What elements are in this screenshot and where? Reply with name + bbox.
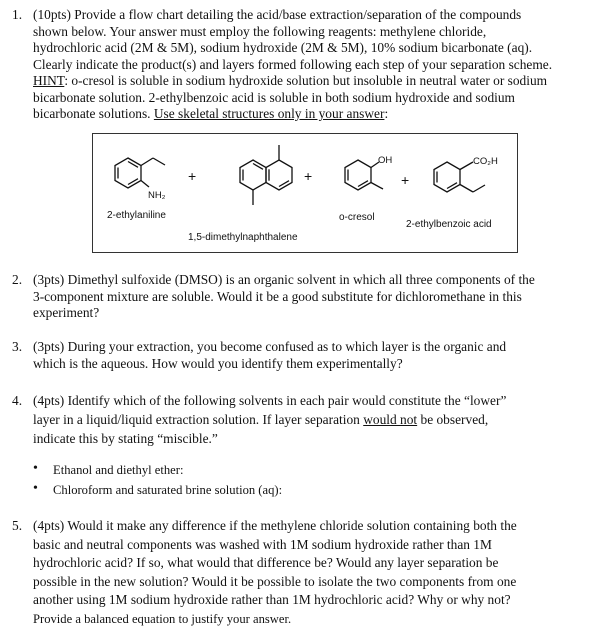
plus-sign-3: + [401,172,410,188]
solvent-pair-1: • Ethanol and diethyl ether: [33,460,282,480]
q5-line-3: hydrochloric acid? If so, what would that difference be? Would any layer separation be [33,555,499,570]
q1-hint-line-1: HINT: o-cresol is soluble in sodium hydroxide solution but insoluble in neutral water or sodium [33,73,548,88]
plus-sign-1: + [188,168,197,184]
q1-line-2: shown below. Your answer must employ the following reagents: methylene chloride, [33,23,487,39]
compound-name-ethylbenzoic-acid: 2-ethylbenzoic acid [406,219,492,230]
question-1-number: 1. [12,7,23,22]
q1-line-3: hydrochloric acid (2M & 5M), sodium hydroxide (2M & 5M), 10% sodium bicarbonate (aq). [33,40,533,55]
q1-line-1: (10pts) Provide a flow chart detailing the acid/base extraction/separation of the compounds [33,7,522,22]
q5-line-4: possible in the new solution? Would it be possible to isolate the two components from one [33,573,517,589]
amine-group-label: NH₂ [148,190,166,201]
q5-line-2: basic and neutral components was washed with 1M sodium hydroxide rather than 1M [33,536,492,552]
structures-drawing [93,134,517,252]
q4-line-3: indicate this by stating “miscible.” [33,431,218,446]
q2-line-2: 3-component mixture are soluble. Would it be a good substitute for dichloromethane in this [33,288,522,304]
q2-line-3: experiment? [33,305,100,320]
q5-line-6: Provide a balanced equation to justify your answer. [33,611,292,626]
question-1-text [33,7,593,123]
compound-name-dimethylnaphthalene: 1,5-dimethylnaphthalene [188,232,298,243]
skeletal-instruction: Use skeletal structures only in your answer [153,106,385,121]
q1-hint-line-3: bicarbonate solutions. Use skeletal structures only in your answer: [33,106,389,121]
carboxyl-group-label: CO₂H [473,156,498,167]
q1-hint-line-2: bicarbonate solution. 2-ethylbenzoic acid is soluble in both sodium hydroxide and sodium [33,89,515,105]
question-3-text [33,339,593,372]
2-ethylaniline-structure [115,158,165,188]
compound-name-o-cresol: o-cresol [339,212,375,223]
q5-line-5: another using 1M sodium hydroxide rather than 1M hydrochloric acid? Why or why not? [33,592,511,607]
q3-line-1: (3pts) During your extraction, you become confused as to which layer is the organic and [33,339,507,354]
compound-structures-box [92,133,518,253]
q4-line-2: layer in a liquid/liquid extraction solution. If layer separation would not be observed, [33,412,489,427]
q3-line-2: which is the aqueous. How would you identify them experimentally? [33,355,403,371]
solvent-pair-2: • Chloroform and saturated brine solution (aq): [33,480,282,500]
hint-label: HINT [33,73,65,88]
q4-line-1: (4pts) Identify which of the following solvents in each pair would constitute the “lower” [33,393,507,408]
q2-line-1: (3pts) Dimethyl sulfoxide (DMSO) is an organic solvent in which all three components of the [33,272,535,287]
question-3-number: 3. [12,339,23,354]
would-not-emphasis: would not [363,412,418,427]
q1-line-4: Clearly indicate the product(s) and layers formed following each step of your separation scheme. [33,56,553,72]
question-4-text [33,391,593,448]
hydroxyl-group-label: OH [378,155,393,166]
question-2-text [33,272,593,322]
question-4-number: 4. [12,393,23,408]
solvent-pair-list [33,460,282,500]
question-5-text [33,517,593,628]
dimethylnaphthalene-structure [240,145,292,205]
q5-line-1: (4pts) Would it make any difference if the methylene chloride solution containing both the [33,518,517,533]
question-2-number: 2. [12,272,23,287]
question-5-number: 5. [12,518,23,533]
plus-sign-2: + [304,168,313,184]
compound-name-2-ethylaniline: 2-ethylaniline [107,210,166,221]
